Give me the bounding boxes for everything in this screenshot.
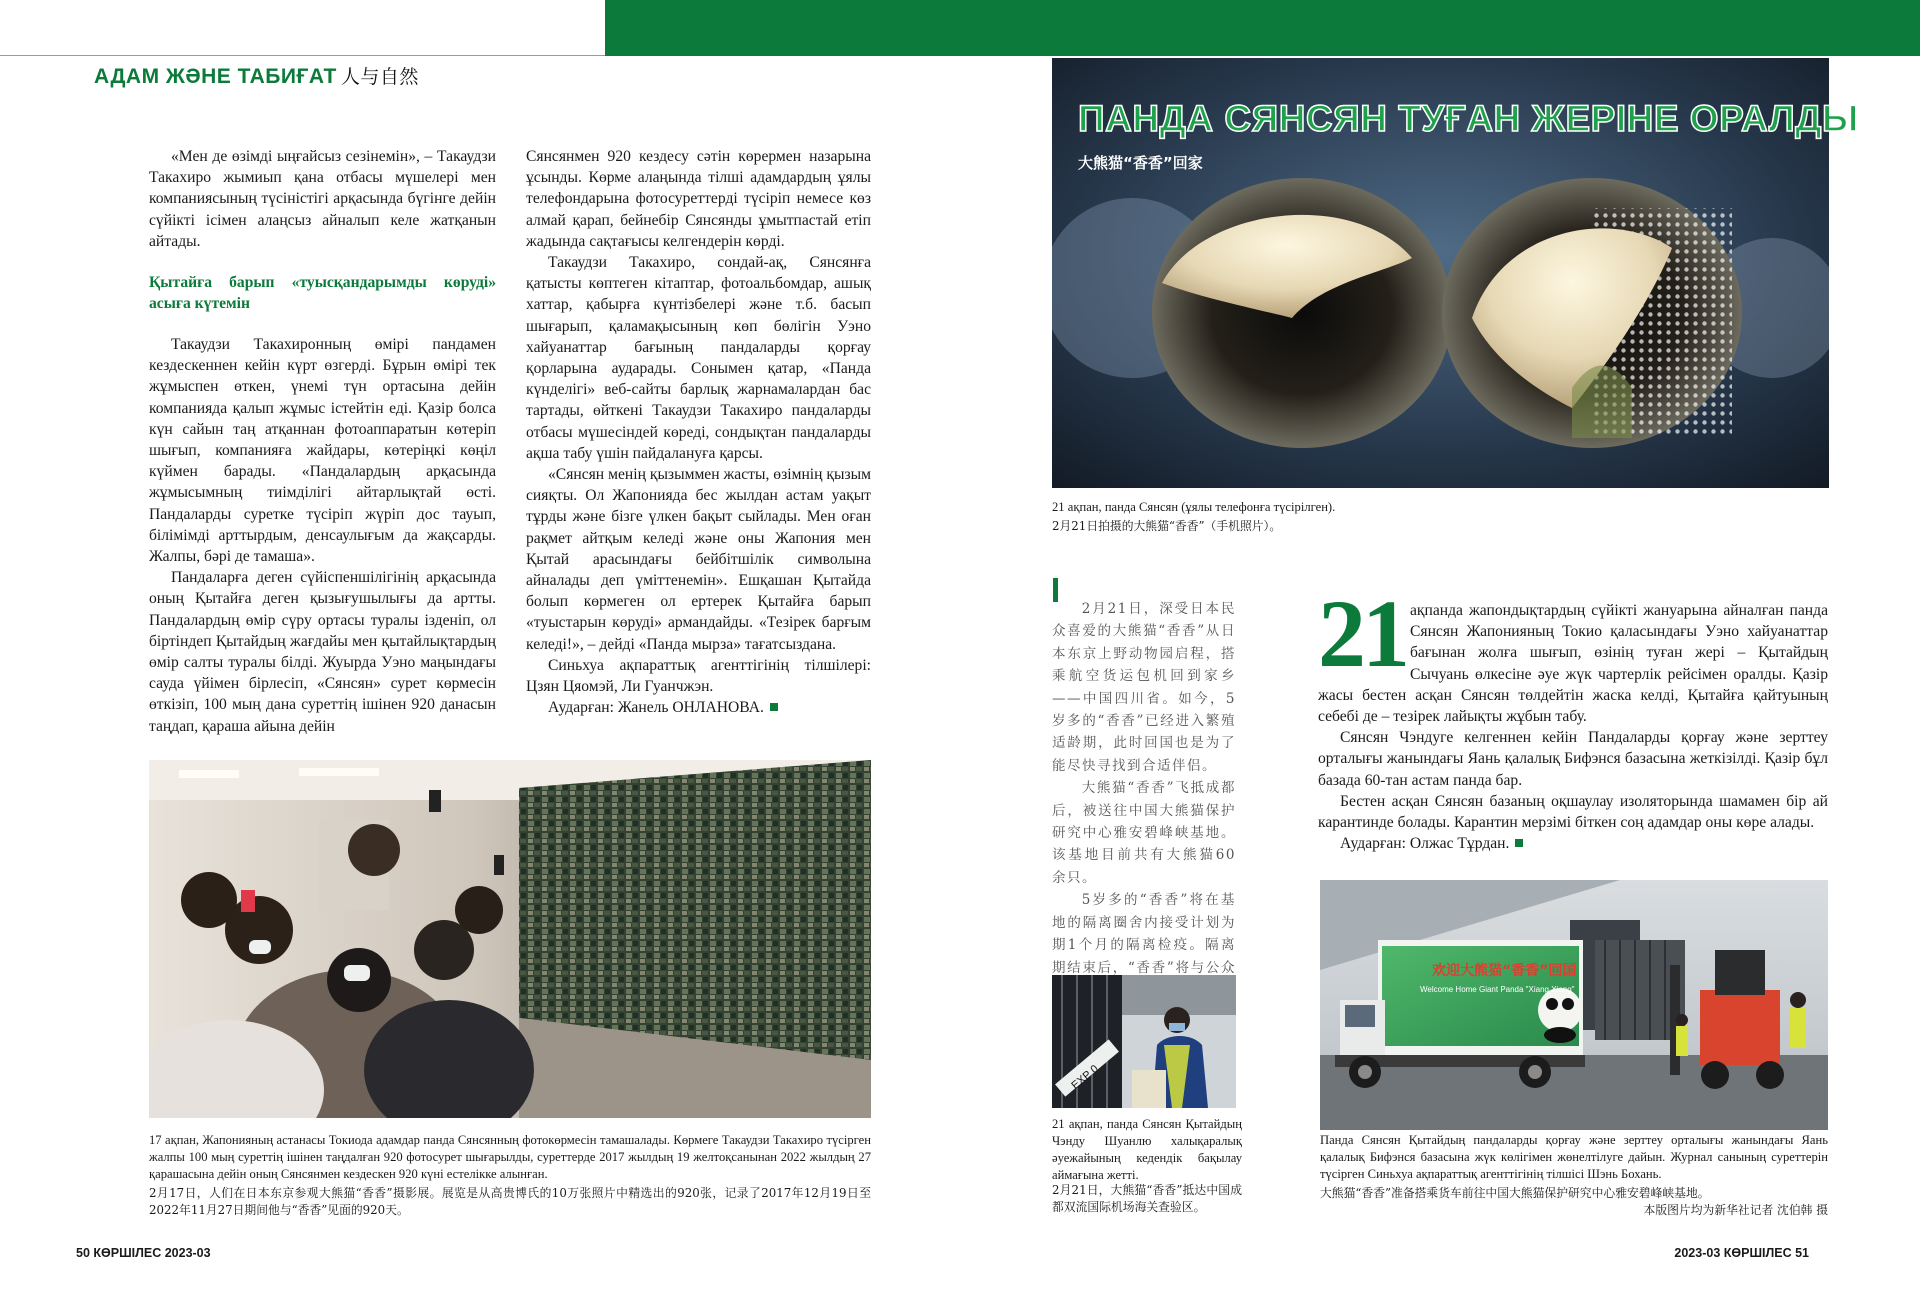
paragraph-text: Пандаларға деген сүйіспеншілігінің арқасында оның Қытайға деген қызығушылығы да артты. Пандалардың өмір сүру ортасы туралы ізденіп, ол біртіндеп Қытайдың жағдайы мен қытайлықтардың өмір салты туралы білді. Жуырда Уэно маңындағы сауда үйімен бірлесіп, «Сянсян» сурет көрмесін өткізіп, 100 мың дана суреттің ішінен 920 данасын таңдап, қараша айына дейін [149,569,496,735]
left-column-2 [526,146,871,718]
chinese-column [1052,598,1236,1001]
customs-caption-kz: 21 ақпан, панда Сянсян Қытайдың Чэнду Шуанлю халықаралық әуежайының кедендік бақылау аймағына жетті. [1052,1117,1242,1182]
paragraph [1318,727,1828,791]
paragraph-text: Такаудзи Такахиро, сондай-ақ, Сянсянға қатысты көптеген кітаптар, фотоальбомдар, ашық хаттар, қабырға күнтізбелері және т.б. басып шығарып, қаламақысының көп бөлігін Уэно хайуанаттар бағының пандаларды қорғау қорларына аударады. Сонымен қатар, «Панда күнделігі» веб-сайты барлық жарнамалардан бас тартады, өйткені Такаудзи Такахиро пандаларды отбасы мүшесіндей көреді, сондықтан пандаларды ақша табу үшін пайдалануға қарсы. [526,254,871,462]
crate-label: EXP 0 [1069,1062,1101,1092]
truck-banner-cn: 欢迎大熊猫“香香”回国 [1432,963,1577,979]
paragraph [526,146,871,252]
end-mark-icon [1515,839,1523,847]
section-title-kz: АДАМ ЖӘНЕ ТАБИҒАТ [94,65,337,88]
paragraph-text: Сянсян Чэндуге келгеннен кейін Пандаларды қорғау және зерттеу орталығы жанындағы Яань қалалық Бифэнся базасына жеткізілді. Қазір бұл базада 60-тан астам панда бар. [1318,729,1828,789]
paragraph [1318,791,1828,833]
hero-caption-kz: 21 ақпан, панда Сянсян (ұялы телефонға түсірілген). [1052,500,1336,514]
header-green-band [605,0,1920,56]
paragraph-text: Аударған: Олжас Тұрдан. [1340,835,1510,853]
paragraph-text: Аударған: Жанель ОНЛАНОВА. [548,699,764,717]
paragraph-text: «Сянсян менің қызыммен жасты, өзімнің қызым сияқты. Ол Жапонияда бес жылдан астам уақыт тұрды және бізге үлкен бақыт сыйлады. Мен оған рақмет айтқым келеді және оны Жапония мен Қытай арасындағы бейбітшілік символына айналады деп үміттенемін». Ешқашан Қытайда болып көрмеген ол ертерек Қытайға барып «туыстарын көруді» армандайды. «Тезірек барғым келеді!», – дейді «Панда мырза» тағатсыздана. [526,466,871,653]
folio-right: 2023-03 КӨРШІЛЕС 51 [1674,1246,1809,1260]
truck-caption-cn: 大熊猫“香香”准备搭乘货车前往中国大熊猫保护研究中心雅安碧峰峡基地。 [1320,1186,1710,1200]
cn-paragraph: 大熊猫“香香”飞抵成都后，被送往中国大熊猫保护研究中心雅安碧峰峡基地。该基地目前共有大熊猫60余只。 [1052,780,1236,886]
cn-paragraph: 2月21日，深受日本民众喜爱的大熊猫“香香”从日本东京上野动物园启程，搭乘航空货运包机回到家乡——中国四川省。如今，5岁多的“香香”已经进入繁殖适龄期，此时回国也是为了能尽快寻找到合适伴侣。 [1052,601,1236,774]
paragraph [526,464,871,655]
customs-photo-art [1052,975,1236,1108]
photo-credit: 本版图片均为新华社记者 沈伯韩 摄 [1643,1203,1828,1217]
hero-caption-cn: 2月21日拍摄的大熊猫“香香”（手机照片）。 [1052,519,1282,533]
article-title-kz: ПАНДА СЯНСЯН ТУҒАН ЖЕРІНЕ ОРАЛДЫ [1078,98,1859,139]
article-title-cn: 大熊猫“香香”回家 [1078,154,1203,172]
folio-left: 50 КӨРШІЛЕС 2023-03 [76,1246,211,1260]
paragraph [149,567,496,737]
subheading [149,272,496,314]
section-title-cn: 人与自然 [340,66,419,88]
cn-paragraph: 5岁多的“香香”将在基地的隔离圈舍内接受计划为期1个月的隔离检疫。隔离期结束后，“香香”将与公众 [1052,892,1236,976]
paragraph-text: Такаудзи Такахиронның өмірі пандамен кездескеннен кейін күрт өзгерді. Бұрын өмірі тек жұмыспен өткен, үнемі түн ортасына дейін компанияда қалып жұмыс істейтін еді. Қазір болса күн сайын таң атқаннан фотоаппаратын көтеріп шығып, компанияға жайдары, көтеріңкі көңіл күймен барады. «Пандалардың арқасында жұмысымның тиімділігі айтарлықтай өсті. Пандаларды суретке түсіріп жүріп дос тауып, білімімді арттырдым, денсаулығым да жақсарды. Жалпы, бәрі де тамаша». [149,336,496,566]
dropcap: 21 [1318,580,1406,687]
paragraph-text: Бестен асқан Сянсян базаның оқшаулау изоляторында шамамен бір ай карантинде болады. Карантин мерзімі біткен соң адамдар оны көре алады. [1318,792,1828,832]
paragraph [149,146,496,252]
dropcap-spacer [1318,594,1410,668]
exhibition-photo-art [149,760,871,1118]
truck-photo-art [1320,880,1828,1130]
truck-caption-kz: Панда Сянсян Қытайдың пандаларды қорғау және зерттеу орталығы жанындағы Яань қалалық Бифэнся базасына жүк көлігімен жөнелтілуге дайын. Журнал санының суреттерін түсірген Синьхуа ақпараттық агенттігінің тілшісі Шэнь Бохань. [1320,1133,1828,1181]
header-rule [0,55,605,56]
translator-credit [526,697,871,718]
exhibition-caption-kz: 17 ақпан, Жапонияның астанасы Токиода адамдар панда Сянсянның фотокөрмесін тамашалады. Көрмеге Такаудзи Такахиро түсірген жалпы 100 мың суреттің ішінен таңдалған 920 фотосурет шығарылды, суреттерде 2017 жылдың 19 желтоқсанынан 2022 жылдың 27 қарашасына дейін оның Сянсянмен кездескен 920 күні естелікке алынған. [149,1133,871,1181]
paragraph [526,655,871,697]
paragraph-text: Синьхуа ақпараттық агенттігінің тілшілері: Цзян Цяомэй, Ли Гуанчжэн. [526,656,871,696]
exhibition-caption-cn: 2月17日，人们在日本东京参观大熊猫“香香”摄影展。展览是从高贵博氏的10万张照片中精选出的920张，记录了2017年12月19日至2022年11月27日期间他与“香香”见面的920天。 [149,1186,871,1217]
end-mark-icon [770,703,778,711]
paragraph [526,252,871,464]
exhibition-photo [149,760,871,1118]
paragraph-text: ақпанда жапондықтардың сүйікті жануарына айналған панда Сянсян Жапонияның Токио қаласындағы Уэно хайуанаттар бағынан жолға шығып, өзінің туған жері – Қытайдың Сычуань өлкесіне әуе жүк чартерлік рейсімен оралды. Қазір жасы бестен асқан Сянсян төлдейтін жаска келді, Қытайға қайтуының себебі де – тезірек лайықты жұбын табу. [1318,602,1828,726]
paragraph [1318,600,1828,727]
left-column-1 [149,146,496,737]
truck-banner-en: Welcome Home Giant Panda "Xiang Xiang" [1420,985,1575,994]
customs-caption-cn: 2月21日，大熊猫“香香”抵达中国成都双流国际机场海关查验区。 [1052,1183,1242,1214]
section-title [94,62,419,89]
right-kz-column [1318,600,1828,854]
truck-photo [1320,880,1828,1130]
paragraph-text: Сянсянмен 920 кездесу сәтін көрермен назарына ұсынды. Көрме алаңында тілші адамдардың ұялы телефондарына фотосуреттерді түсіріп немесе көз алмай қарап, бейнебір Сянсянды ұмытпастай етіп жадында сақтағысы келгендерін көрді. [526,148,871,250]
paragraph-text: Қытайға барып «туысқандарымды көруді» асыға күтемін [149,274,496,313]
customs-photo [1052,975,1236,1108]
translator-credit [1318,833,1828,854]
paragraph [149,334,496,567]
paragraph-text: «Мен де өзімді ыңғайсыз сезінемін», – Такаудзи Такахиро жымиып қана отбасы мүшелері мен компаниясының түсіністігі арқасында бүгінге дейін сүйікті ісімен алаңсыз айналып келе жатқанын айтады. [149,148,496,250]
